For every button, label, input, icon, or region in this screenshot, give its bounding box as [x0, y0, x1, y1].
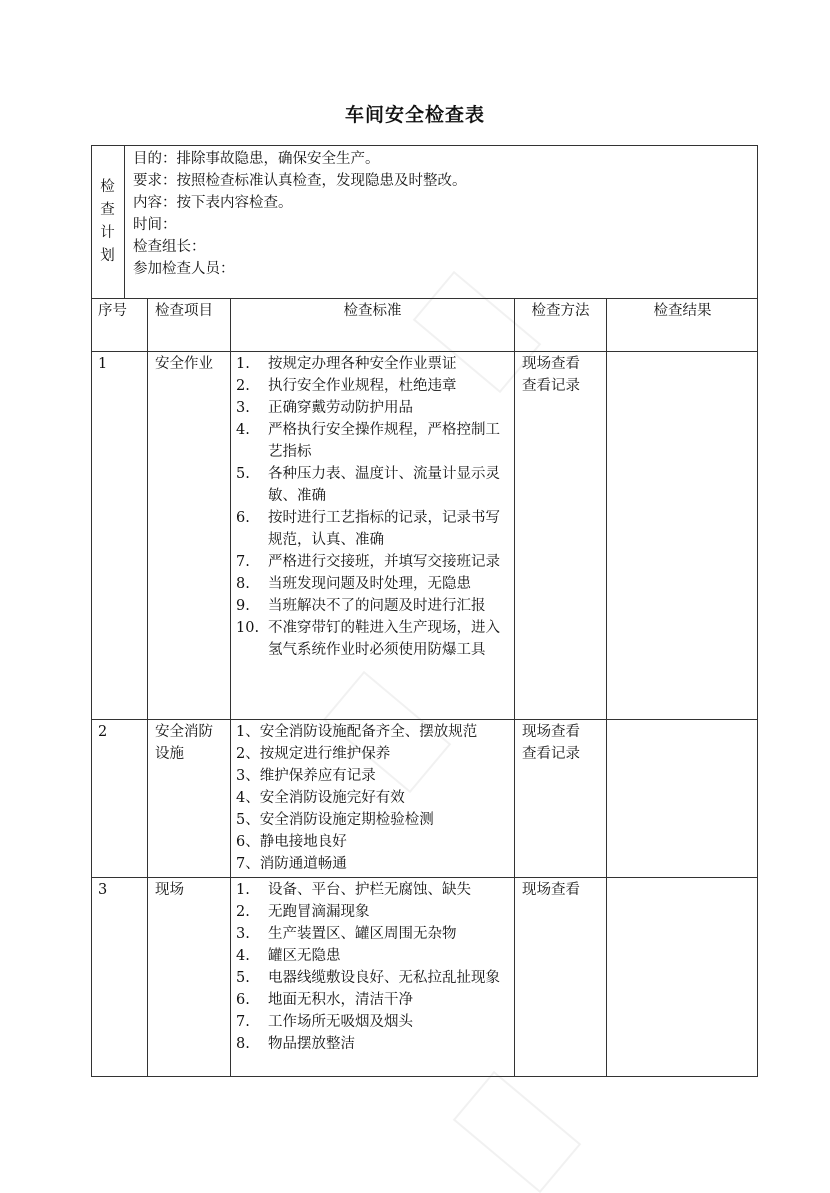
document-title: 车间安全检查表: [344, 104, 485, 126]
method-line: 现场查看: [522, 724, 580, 740]
plan-leader: 检查组长：: [133, 239, 206, 255]
standard-text: 当班解决不了的问题及时进行汇报: [268, 598, 486, 614]
standard-item: [236, 989, 512, 1011]
standard-item: [236, 945, 512, 967]
standard-text: 各种压力表、温度计、流量计显示灵敏、准确: [268, 466, 500, 504]
standard-item: [236, 967, 512, 989]
standard-number: 7.: [236, 554, 250, 570]
standard-number: 1.: [236, 356, 250, 372]
standard-item: [236, 551, 512, 573]
standard-number: 8.: [236, 576, 250, 592]
row-item: 现场: [155, 882, 184, 898]
column-divider: [147, 298, 148, 1077]
standard-item: 4、安全消防设施完好有效: [236, 790, 405, 806]
standard-item: 7、消防通道畅通: [236, 856, 347, 872]
standard-text: 电器线缆敷设良好、无私拉乱扯现象: [268, 970, 500, 986]
standard-text: 按时进行工艺指标的记录，记录书写规范，认真、准确: [268, 510, 500, 548]
plan-requirement: 要求：按照检查标准认真检查，发现隐患及时整改。: [133, 173, 467, 189]
row-divider: [91, 877, 758, 878]
plan-content: 内容：按下表内容检查。: [133, 195, 293, 211]
standard-item: [236, 463, 512, 507]
standard-number: 2.: [236, 904, 250, 920]
row-divider: [91, 351, 758, 352]
standard-item: [236, 901, 512, 923]
plan-lines: [133, 148, 743, 280]
row-method: [522, 721, 580, 765]
standard-item: 5、安全消防设施定期检验检测: [236, 812, 434, 828]
standard-item: [236, 375, 512, 397]
standard-item: [236, 419, 512, 463]
standard-text: 设备、平台、护栏无腐蚀、缺失: [268, 882, 471, 898]
standard-number: 7.: [236, 1014, 250, 1030]
plan-label-char: 划: [100, 248, 115, 264]
row-seq: 2: [98, 724, 108, 740]
standard-item: [236, 617, 512, 661]
standard-text: 无跑冒滴漏现象: [268, 904, 370, 920]
standards-list: [236, 879, 512, 1055]
standard-number: 5.: [236, 466, 250, 482]
header-seq: 序号: [98, 303, 127, 319]
standard-item: [236, 507, 512, 551]
standard-text: 当班发现问题及时处理，无隐患: [268, 576, 471, 592]
standard-text: 按规定办理各种安全作业票证: [268, 356, 457, 372]
standard-number: 1.: [236, 882, 250, 898]
plan-label-char: 检: [100, 179, 115, 195]
plan-purpose: 目的：排除事故隐患，确保安全生产。: [133, 151, 380, 167]
standard-text: 严格进行交接班，并填写交接班记录: [268, 554, 500, 570]
standard-text: 生产装置区、罐区周围无杂物: [268, 926, 457, 942]
standards-list: [236, 721, 512, 875]
row-divider: [91, 719, 758, 720]
standard-text: 工作场所无吸烟及烟头: [268, 1014, 413, 1030]
header-method: 检查方法: [531, 303, 590, 319]
row-seq: 3: [98, 882, 108, 898]
row-seq: 1: [98, 356, 108, 372]
header-item: 检查项目: [155, 303, 213, 319]
standard-text: 地面无积水，清洁干净: [268, 992, 413, 1008]
standard-number: 2.: [236, 378, 250, 394]
plan-time: 时间：: [133, 217, 177, 233]
standard-item: [236, 595, 512, 617]
standard-number: 3.: [236, 926, 250, 942]
standard-number: 10.: [236, 620, 260, 636]
standard-item: 2、按规定进行维护保养: [236, 746, 391, 762]
standard-text: 罐区无隐患: [268, 948, 341, 964]
standard-number: 8.: [236, 1036, 250, 1052]
plan-participants: 参加检查人员：: [133, 261, 235, 277]
standard-item: 6、静电接地良好: [236, 834, 347, 850]
standard-item: [236, 1033, 512, 1055]
row-item: 安全消防设施: [155, 724, 213, 762]
standard-number: 4.: [236, 422, 250, 438]
standard-item: [236, 923, 512, 945]
standard-item: [236, 1011, 512, 1033]
watermark-shape: [453, 1071, 581, 1193]
standard-item: [236, 397, 512, 419]
row-method: [522, 353, 580, 397]
standard-number: 3.: [236, 400, 250, 416]
standard-text: 物品摆放整洁: [268, 1036, 355, 1052]
plan-label-char: 计: [100, 225, 115, 241]
standard-number: 9.: [236, 598, 250, 614]
standards-list: [236, 353, 512, 661]
method-line: 现场查看: [522, 356, 580, 372]
standard-number: 6.: [236, 510, 250, 526]
standard-item: [236, 353, 512, 375]
header-standard: 检查标准: [343, 303, 402, 319]
standard-item: [236, 573, 512, 595]
standard-number: 5.: [236, 970, 250, 986]
standard-item: [236, 879, 512, 901]
row-method: [522, 879, 580, 901]
standard-text: 严格执行安全操作规程，严格控制工艺指标: [268, 422, 500, 460]
row-item: 安全作业: [155, 356, 213, 372]
header-result: 检查结果: [653, 303, 712, 319]
column-divider: [606, 298, 607, 1077]
method-line: 查看记录: [522, 746, 580, 762]
standard-number: 4.: [236, 948, 250, 964]
standard-text: 执行安全作业规程，杜绝违章: [268, 378, 457, 394]
standard-text: 正确穿戴劳动防护用品: [268, 400, 413, 416]
standard-item: 3、维护保养应有记录: [236, 768, 376, 784]
plan-label: [91, 145, 125, 299]
standard-number: 6.: [236, 992, 250, 1008]
method-line: 现场查看: [522, 882, 580, 898]
column-divider: [230, 298, 231, 1077]
standard-text: 不准穿带钉的鞋进入生产现场，进入氢气系统作业时必须使用防爆工具: [268, 620, 500, 658]
standard-item: 1、安全消防设施配备齐全、摆放规范: [236, 724, 478, 740]
column-divider: [514, 298, 515, 1077]
plan-label-char: 查: [100, 202, 115, 218]
method-line: 查看记录: [522, 378, 580, 394]
